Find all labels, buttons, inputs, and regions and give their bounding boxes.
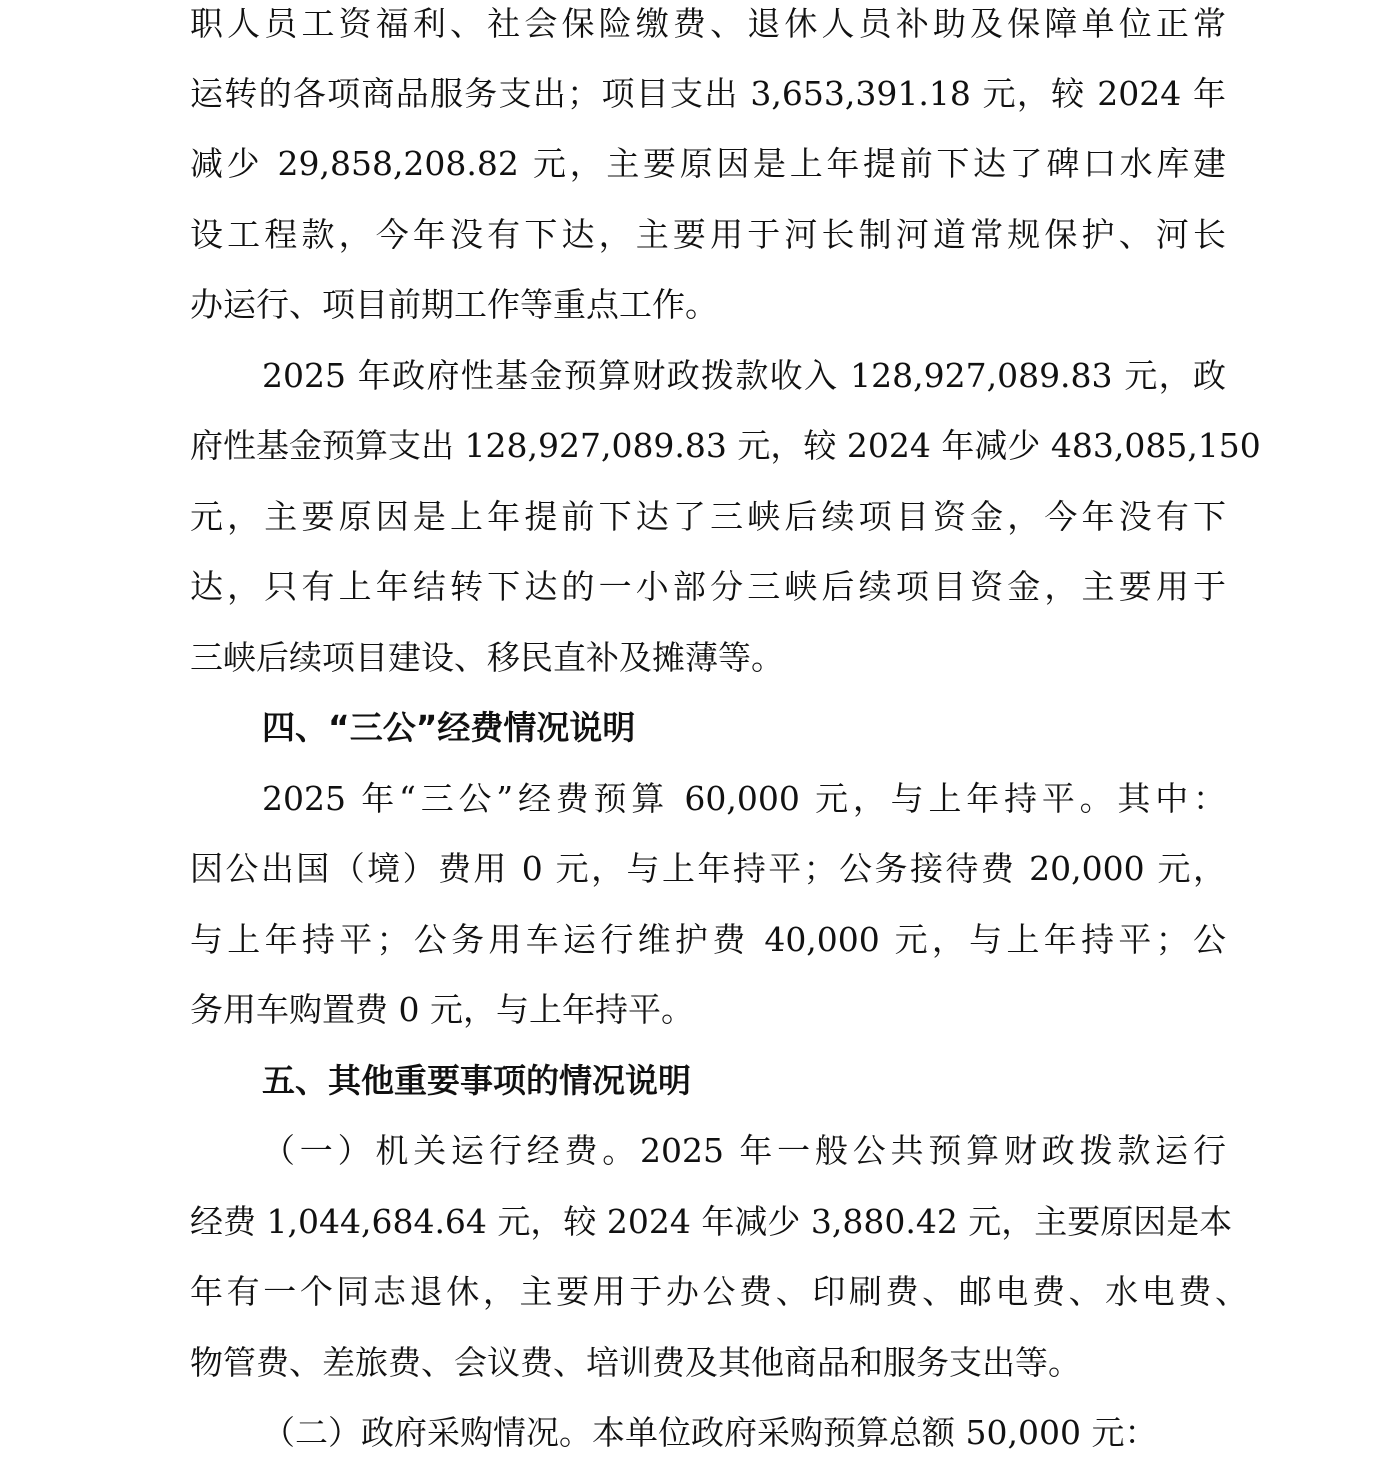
paragraph-first-line: （二）政府采购情况。本单位政府采购预算总额 50,000 元： <box>262 1413 1158 1452</box>
text-line: 府性基金预算支出 128,927,089.83 元，较 2024 年减少 483,085,150 <box>190 426 1261 465</box>
section-heading: 五、其他重要事项的情况说明 <box>262 1061 691 1100</box>
text-line: 办运行、项目前期工作等重点工作。 <box>190 285 718 324</box>
paragraph-first-line: 2025 年政府性基金预算财政拨款收入 128,927,089.83 元，政 <box>262 356 1226 395</box>
text-line: 运转的各项商品服务支出；项目支出 3,653,391.18 元，较 2024 年 <box>190 74 1226 113</box>
text-line: 物管费、差旅费、会议费、培训费及其他商品和服务支出等。 <box>190 1343 1081 1382</box>
text-line: 与上年持平；公务用车运行维护费 40,000 元，与上年持平；公 <box>190 920 1226 959</box>
paragraph-first-line: （一）机关运行经费。2025 年一般公共预算财政拨款运行 <box>262 1131 1226 1170</box>
text-line: 年有一个同志退休，主要用于办公费、印刷费、邮电费、水电费、 <box>190 1272 1248 1311</box>
text-line: 减少 29,858,208.82 元，主要原因是上年提前下达了碑口水库建 <box>190 144 1226 183</box>
section-heading: 四、“三公”经费情况说明 <box>262 708 636 747</box>
text-line: 设工程款，今年没有下达，主要用于河长制河道常规保护、河长 <box>190 215 1226 254</box>
text-line: 三峡后续项目建设、移民直补及摊薄等。 <box>190 638 784 677</box>
paragraph-first-line: 2025 年“三公”经费预算 60,000 元，与上年持平。其中： <box>262 779 1226 818</box>
text-line: 务用车购置费 0 元，与上年持平。 <box>190 990 694 1029</box>
text-line: 职人员工资福利、社会保险缴费、退休人员补助及保障单位正常 <box>190 4 1226 43</box>
text-line: 因公出国（境）费用 0 元，与上年持平；公务接待费 20,000 元， <box>190 849 1226 888</box>
text-line: 经费 1,044,684.64 元，较 2024 年减少 3,880.42 元，主要原因是本 <box>190 1202 1233 1241</box>
text-line: 达，只有上年结转下达的一小部分三峡后续项目资金，主要用于 <box>190 567 1226 606</box>
text-line: 元，主要原因是上年提前下达了三峡后续项目资金，今年没有下 <box>190 497 1226 536</box>
